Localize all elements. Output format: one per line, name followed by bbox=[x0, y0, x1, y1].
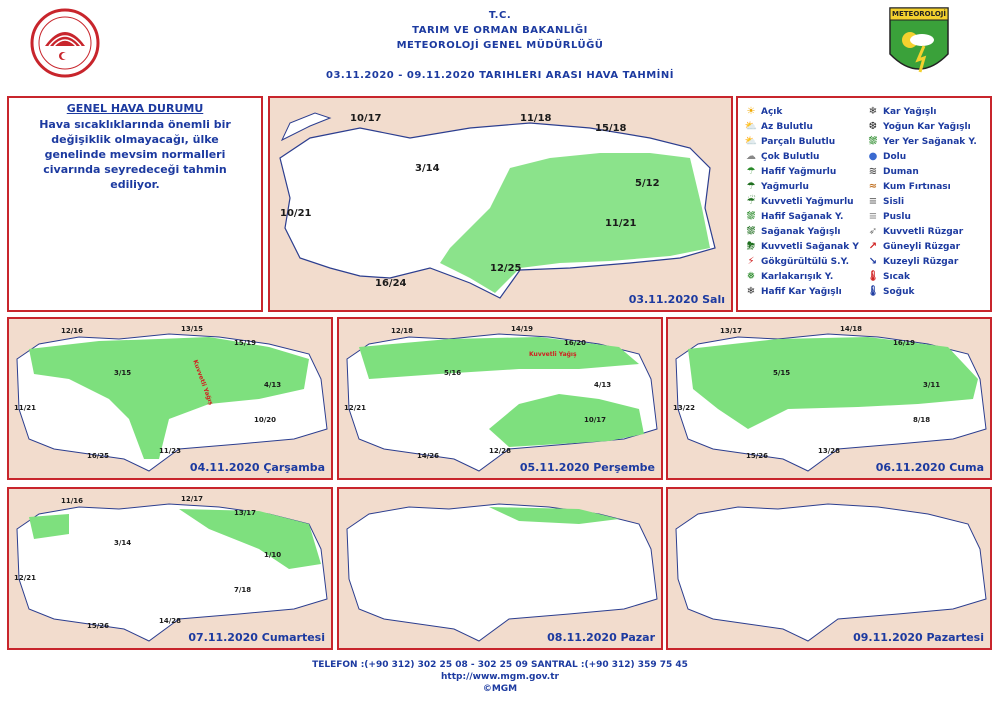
legend-item bbox=[744, 239, 866, 254]
meteoroloji-logo-text: METEOROLOJİ bbox=[892, 10, 946, 18]
map-day-5 bbox=[7, 487, 333, 650]
footer-url[interactable]: http://www.mgm.gov.tr bbox=[441, 672, 559, 682]
general-weather-panel bbox=[7, 96, 263, 312]
temperature-label: 12/28 bbox=[489, 447, 512, 455]
north-wind-arrow-icon: ↘ bbox=[868, 255, 878, 267]
temperature-label: 3/11 bbox=[923, 381, 941, 389]
legend-label: Parçalı Bulutlu bbox=[761, 136, 836, 147]
legend-item bbox=[866, 134, 988, 149]
header-line4: 03.11.2020 - 09.11.2020 TARIHLERI ARASI HAVA TAHMİNİ bbox=[325, 70, 674, 81]
temperature-label: 13/22 bbox=[673, 404, 696, 412]
map-4-date: 06.11.2020 Cuma bbox=[875, 461, 984, 474]
light-rain-icon: ☂ bbox=[746, 165, 756, 177]
temperature-label: 10/17 bbox=[350, 113, 382, 124]
legend-item bbox=[866, 254, 988, 269]
heavy-shower-icon: ⛈ bbox=[747, 240, 755, 252]
temperature-label: 1/10 bbox=[264, 551, 282, 559]
sleet-icon: ❅ bbox=[746, 270, 756, 282]
map-day-3 bbox=[337, 317, 663, 480]
legend-item bbox=[866, 164, 988, 179]
general-weather-title: GENEL HAVA DURUMU bbox=[66, 102, 204, 115]
map-3-date: 05.11.2020 Perşembe bbox=[519, 461, 655, 474]
legend-item bbox=[744, 284, 866, 299]
legend-label: Yer Yer Sağanak Y. bbox=[883, 136, 977, 147]
header-line2: TARIM VE ORMAN BAKANLIĞI bbox=[412, 25, 588, 36]
sun-small-cloud-icon: ⛅ bbox=[744, 120, 758, 132]
legend-label: Dolu bbox=[883, 151, 907, 162]
legend-column-1 bbox=[744, 104, 866, 299]
legend-item bbox=[744, 134, 866, 149]
temperature-label: 15/19 bbox=[234, 339, 257, 347]
temperature-label: 13/15 bbox=[181, 325, 204, 333]
temperature-label: 13/17 bbox=[234, 509, 257, 517]
temperature-label: 14/26 bbox=[417, 452, 440, 460]
legend-label: Kuvvetli Rüzgar bbox=[883, 226, 964, 237]
legend-label: Sisli bbox=[883, 196, 905, 207]
legend-label: Kuvvetli Sağanak Y bbox=[761, 241, 859, 252]
temperature-label: 12/21 bbox=[14, 574, 37, 582]
temperature-label: 11/21 bbox=[605, 218, 637, 229]
thunderstorm-icon: ⚡ bbox=[747, 255, 755, 267]
partly-cloudy-icon: ⛅ bbox=[744, 135, 758, 147]
temperature-label: 15/26 bbox=[746, 452, 769, 460]
temperature-label: 10/20 bbox=[254, 416, 277, 424]
legend-label: Sıcak bbox=[883, 271, 910, 282]
temperature-label: 10/17 bbox=[584, 416, 607, 424]
temperature-label: 16/20 bbox=[564, 339, 587, 347]
legend-column-2 bbox=[866, 104, 988, 299]
legend-label: Hafif Sağanak Y. bbox=[761, 211, 844, 222]
temperature-label: 11/16 bbox=[61, 497, 84, 505]
turkey-map-7 bbox=[668, 489, 990, 648]
temperature-label: 8/18 bbox=[913, 416, 931, 424]
legend-item bbox=[744, 209, 866, 224]
legend-item bbox=[744, 179, 866, 194]
map-2-date: 04.11.2020 Çarşamba bbox=[189, 461, 325, 474]
legend-label: Açık bbox=[761, 106, 783, 117]
legend-label: Duman bbox=[883, 166, 919, 177]
general-weather-text: Hava sıcaklıklarında önemli bir değişiklik olmayacağı, ülke genelinde mevsim normalleri civarında seyredeceği tahmin ediliyor. bbox=[39, 118, 231, 191]
turkey-map-1 bbox=[270, 98, 731, 310]
footer-copyright: ©MGM bbox=[482, 684, 518, 694]
temperature-label: 12/17 bbox=[181, 495, 204, 503]
legend-item bbox=[744, 269, 866, 284]
strong-wind-icon: ➶ bbox=[868, 225, 878, 237]
legend-item bbox=[744, 224, 866, 239]
legend-item bbox=[744, 104, 866, 119]
legend-item bbox=[744, 119, 866, 134]
legend-label: Gökgürültülü S.Y. bbox=[761, 256, 850, 267]
scattered-shower-icon: ⛆ bbox=[869, 135, 877, 147]
temperature-label: 16/25 bbox=[87, 452, 110, 460]
map-6-date: 08.11.2020 Pazar bbox=[547, 631, 655, 644]
legend-label: Çok Bulutlu bbox=[761, 151, 820, 162]
map-5-date: 07.11.2020 Cumartesi bbox=[188, 631, 325, 644]
legend-label: Puslu bbox=[883, 211, 911, 222]
legend-label: Soğuk bbox=[883, 286, 915, 297]
map-day-7 bbox=[666, 487, 992, 650]
map-7-date: 09.11.2020 Pazartesi bbox=[853, 631, 984, 644]
temperature-label: 11/18 bbox=[520, 113, 552, 124]
temperature-label: 14/28 bbox=[159, 617, 182, 625]
legend-item bbox=[744, 164, 866, 179]
heavy-rain-icon: ☔ bbox=[746, 195, 756, 207]
temperature-label: 5/15 bbox=[773, 369, 791, 377]
legend-label: Hafif Yağmurlu bbox=[761, 166, 837, 177]
temperature-label: 13/17 bbox=[720, 327, 743, 335]
map-3-strong-rain-label: Kuvvetli Yağış bbox=[529, 351, 577, 358]
map-day-1 bbox=[268, 96, 733, 312]
temperature-label: 12/25 bbox=[490, 263, 522, 274]
temperature-label: 12/21 bbox=[344, 404, 367, 412]
legend-label: Kuzeyli Rüzgar bbox=[883, 256, 959, 267]
header-line3: METEOROLOJİ GENEL MÜDÜRLÜĞÜ bbox=[396, 40, 604, 51]
footer-phone: TELEFON :(+90 312) 302 25 08 - 302 25 09 SANTRAL :(+90 312) 359 75 45 bbox=[312, 660, 688, 670]
legend-item bbox=[866, 119, 988, 134]
heavy-snow-icon: ❆ bbox=[868, 120, 878, 132]
map-day-2 bbox=[7, 317, 333, 480]
fog-icon: ≡ bbox=[868, 195, 878, 207]
shower-icon: ⛆ bbox=[747, 225, 755, 237]
temperature-label: 5/16 bbox=[444, 369, 462, 377]
temperature-label: 16/19 bbox=[893, 339, 916, 347]
header-line1: T.C. bbox=[488, 10, 512, 21]
legend-label: Kar Yağışlı bbox=[883, 106, 937, 117]
map-2-strong-rain-label: Kuvvetli Yağış bbox=[191, 358, 215, 407]
legend-item bbox=[866, 269, 988, 284]
header bbox=[0, 0, 1000, 95]
legend-panel bbox=[736, 96, 992, 312]
temperature-label: 11/21 bbox=[14, 404, 37, 412]
snow-icon: ❄ bbox=[868, 105, 878, 117]
sun-icon: ☀ bbox=[746, 105, 756, 117]
hot-thermometer-icon: 🌡 bbox=[866, 270, 880, 282]
legend-item bbox=[744, 149, 866, 164]
map-day-4 bbox=[666, 317, 992, 480]
map-1-date: 03.11.2020 Salı bbox=[628, 293, 725, 306]
temperature-label: 4/13 bbox=[264, 381, 282, 389]
legend-label: Kum Fırtınası bbox=[883, 181, 951, 192]
legend-item bbox=[866, 149, 988, 164]
legend-label: Hafif Kar Yağışlı bbox=[761, 286, 842, 297]
turkey-map-6 bbox=[339, 489, 661, 648]
legend-item bbox=[866, 104, 988, 119]
temperature-label: 13/28 bbox=[818, 447, 841, 455]
temperature-label: 14/18 bbox=[840, 325, 863, 333]
temperature-label: 14/19 bbox=[511, 325, 534, 333]
light-snow-icon: ❄ bbox=[746, 285, 756, 297]
legend-label: Karlakarışık Y. bbox=[761, 271, 834, 282]
temperature-label: 3/14 bbox=[114, 539, 132, 547]
cold-thermometer-icon: 🌡 bbox=[866, 285, 880, 297]
legend-item bbox=[866, 224, 988, 239]
light-shower-icon: ⛆ bbox=[747, 210, 755, 222]
temperature-label: 12/18 bbox=[391, 327, 414, 335]
temperature-label: 12/16 bbox=[61, 327, 84, 335]
temperature-label: 5/12 bbox=[635, 178, 660, 189]
legend-label: Güneyli Rüzgar bbox=[883, 241, 961, 252]
legend-item bbox=[866, 284, 988, 299]
map-day-6 bbox=[337, 487, 663, 650]
rain-icon: ☂ bbox=[746, 180, 756, 192]
temperature-label: 4/13 bbox=[594, 381, 612, 389]
temperature-label: 3/14 bbox=[415, 163, 440, 174]
sandstorm-icon: ≈ bbox=[868, 180, 878, 192]
legend-item bbox=[744, 194, 866, 209]
temperature-label: 10/21 bbox=[280, 208, 312, 219]
temperature-label: 11/23 bbox=[159, 447, 182, 455]
haze-icon: ≡ bbox=[868, 210, 878, 222]
temperature-label: 16/24 bbox=[375, 278, 407, 289]
legend-item bbox=[866, 179, 988, 194]
cloud-icon: ☁ bbox=[746, 150, 756, 162]
legend-label: Yoğun Kar Yağışlı bbox=[883, 121, 971, 132]
legend-label: Kuvvetli Yağmurlu bbox=[761, 196, 854, 207]
temperature-label: 15/26 bbox=[87, 622, 110, 630]
south-wind-arrow-icon: ↗ bbox=[868, 240, 878, 252]
temperature-label: 3/15 bbox=[114, 369, 132, 377]
legend-label: Sağanak Yağışlı bbox=[761, 226, 841, 237]
legend-label: Yağmurlu bbox=[761, 181, 809, 192]
legend-item bbox=[744, 254, 866, 269]
temperature-label: 15/18 bbox=[595, 123, 627, 134]
smoke-icon: ≋ bbox=[868, 165, 878, 177]
legend-item bbox=[866, 194, 988, 209]
legend-item bbox=[866, 209, 988, 224]
temperature-label: 7/18 bbox=[234, 586, 252, 594]
legend-label: Az Bulutlu bbox=[761, 121, 813, 132]
legend-item bbox=[866, 239, 988, 254]
hail-icon: ● bbox=[868, 150, 878, 162]
